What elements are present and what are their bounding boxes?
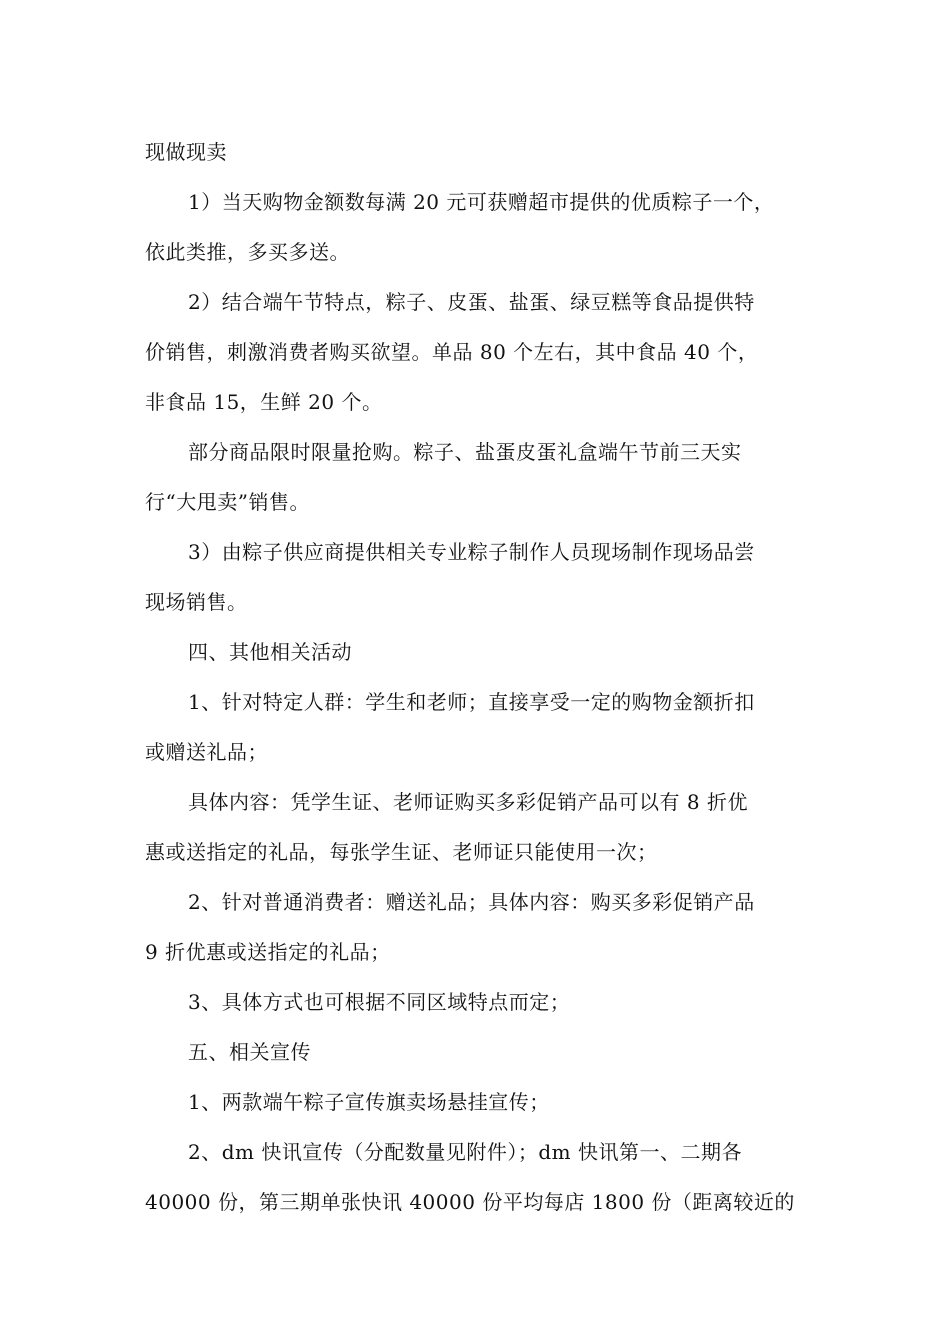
paragraph-line: 价销售，刺激消费者购买欲望。单品 80 个左右，其中食品 40 个，: [145, 340, 759, 364]
paragraph-line: 惠或送指定的礼品，每张学生证、老师证只能使用一次；: [145, 840, 658, 864]
paragraph-line: 2、dm 快讯宣传（分配数量见附件）；dm 快讯第一、二期各: [188, 1140, 742, 1164]
paragraph-line: 部分商品限时限量抢购。粽子、盐蛋皮蛋礼盒端午节前三天实: [188, 440, 742, 464]
section-heading: 四、其他相关活动: [188, 640, 352, 664]
paragraph-line: 行“大甩卖”销售。: [145, 490, 310, 514]
paragraph-line: 2、针对普通消费者：赠送礼品；具体内容：购买多彩促销产品: [188, 890, 755, 914]
paragraph-line: 现做现卖: [145, 140, 227, 164]
paragraph-line: 1）当天购物金额数每满 20 元可获赠超市提供的优质粽子一个，: [188, 190, 775, 214]
paragraph-line: 3）由粽子供应商提供相关专业粽子制作人员现场制作现场品尝: [188, 540, 755, 564]
paragraph-line: 具体内容：凭学生证、老师证购买多彩促销产品可以有 8 折优: [188, 790, 748, 814]
paragraph-line: 或赠送礼品；: [145, 740, 268, 764]
paragraph-line: 9 折优惠或送指定的礼品；: [145, 940, 391, 964]
paragraph-line: 1、针对特定人群：学生和老师；直接享受一定的购物金额折扣: [188, 690, 755, 714]
paragraph-line: 1、两款端午粽子宣传旗卖场悬挂宣传；: [188, 1090, 550, 1114]
paragraph-line: 40000 份，第三期单张快讯 40000 份平均每店 1800 份（距离较近的: [145, 1190, 795, 1214]
paragraph-line: 非食品 15，生鲜 20 个。: [145, 390, 383, 414]
paragraph-line: 依此类推，多买多送。: [145, 240, 350, 264]
paragraph-line: 2）结合端午节特点，粽子、皮蛋、盐蛋、绿豆糕等食品提供特: [188, 290, 755, 314]
section-heading: 五、相关宣传: [188, 1040, 311, 1064]
paragraph-line: 3、具体方式也可根据不同区域特点而定；: [188, 990, 571, 1014]
paragraph-line: 现场销售。: [145, 590, 248, 614]
